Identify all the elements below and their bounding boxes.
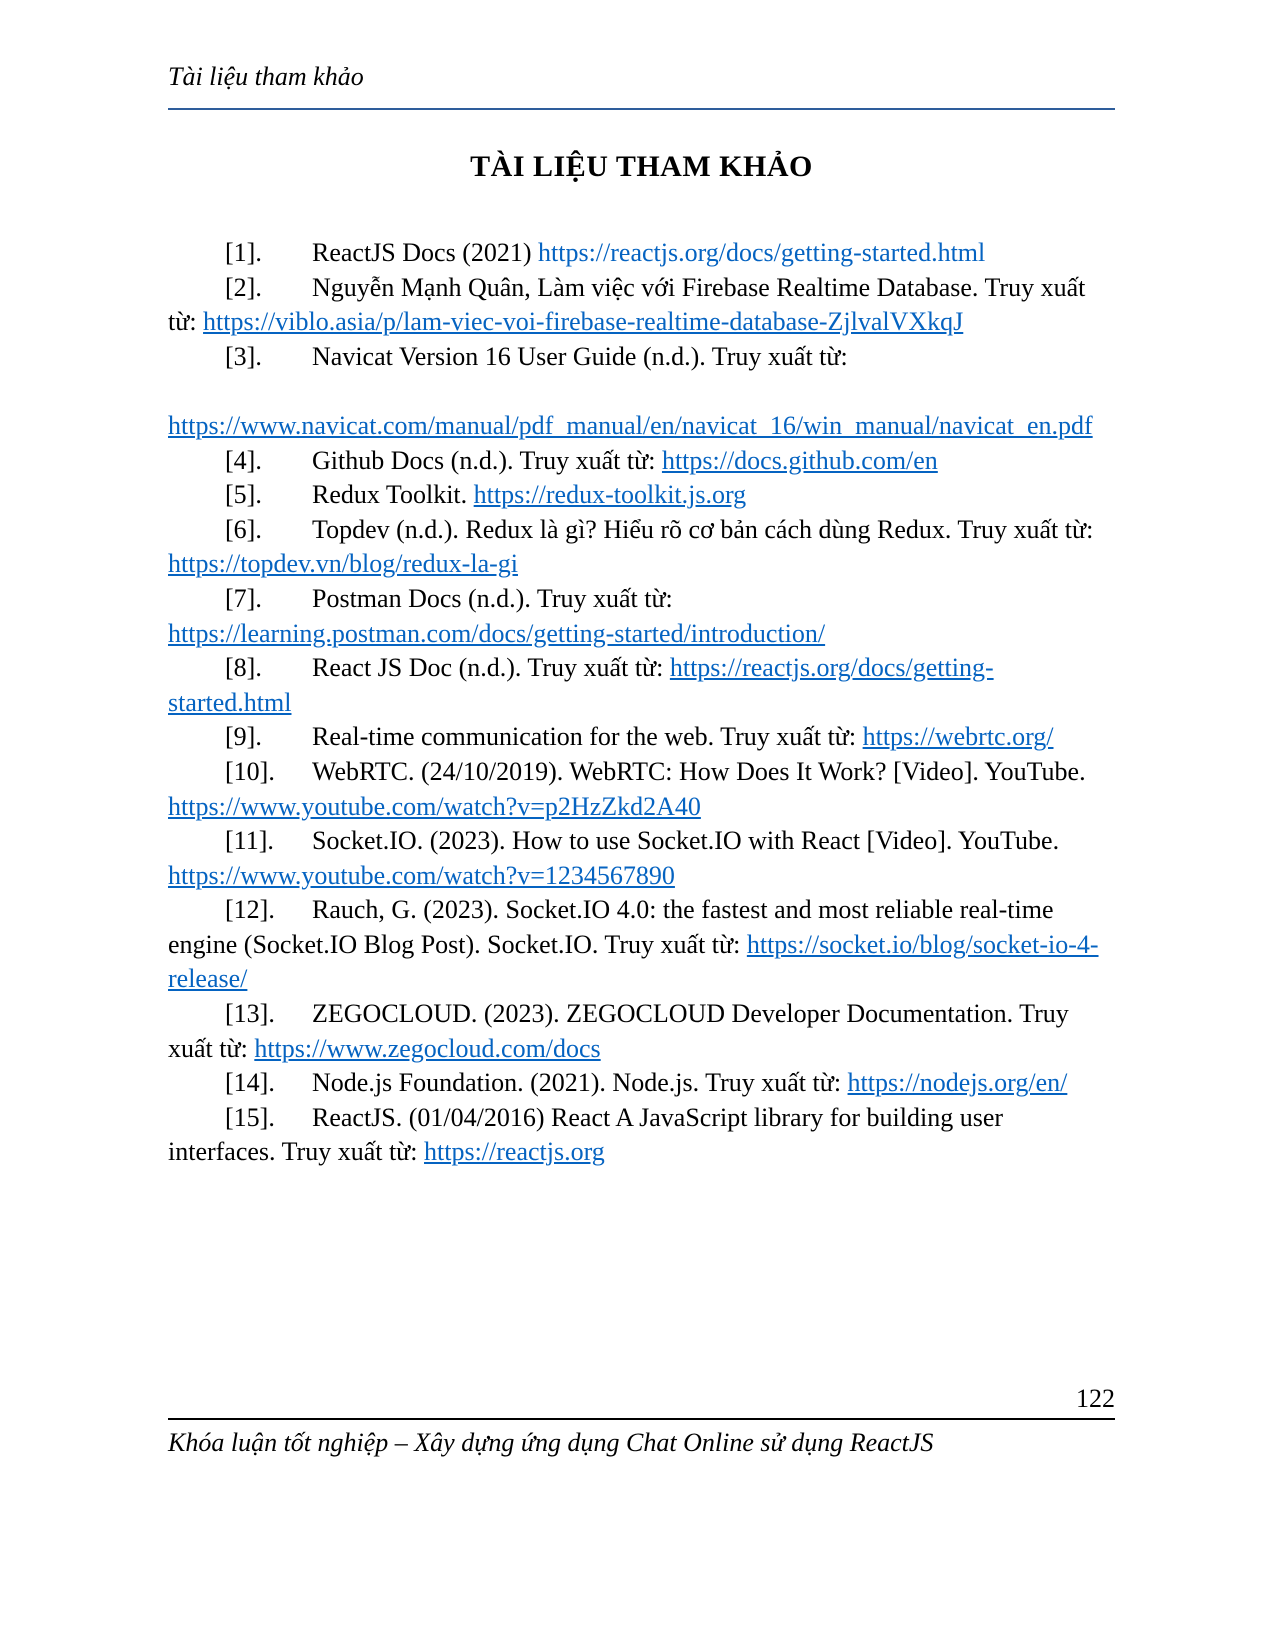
reference-item (168, 893, 1115, 997)
reference-link[interactable]: https://www.navicat.com/manual/pdf_manual/en/navicat_16/win_manual/navicat_en.pdf (168, 410, 1093, 440)
reference-item (168, 997, 1115, 1066)
page-title: TÀI LIỆU THAM KHẢO (470, 150, 813, 183)
reference-text: WebRTC. (24/10/2019). WebRTC: How Does It Work? [Video]. YouTube. (312, 756, 1086, 786)
running-header-text: Tài liệu tham khảo (168, 62, 364, 91)
reference-link[interactable]: https://www.zegocloud.com/docs (254, 1033, 601, 1063)
reference-link[interactable]: https://nodejs.org/en/ (847, 1068, 1068, 1098)
reference-text: React JS Doc (n.d.). Truy xuất từ: (312, 653, 670, 683)
reference-link[interactable]: https://reactjs.org/docs/getting-started.html (168, 653, 994, 717)
reference-number: [8]. (225, 653, 262, 683)
reference-link[interactable]: https://reactjs.org (424, 1137, 605, 1167)
reference-number: [3]. (225, 341, 262, 371)
footer-text: Khóa luận tốt nghiệp – Xây dựng ứng dụng Chat Online sử dụng ReactJS (168, 1428, 934, 1457)
reference-link[interactable]: https://webrtc.org/ (862, 722, 1054, 752)
reference-text: Postman Docs (n.d.). Truy xuất từ: (312, 583, 673, 613)
reference-number: [14]. (225, 1068, 275, 1098)
footer-divider (168, 1418, 1115, 1420)
reference-item (168, 824, 1115, 893)
reference-number: [15]. (225, 1102, 275, 1132)
page-content (168, 0, 1115, 1170)
reference-text: Nguyễn Mạnh Quân, Làm việc với Firebase Realtime Database. Truy xuất từ: (168, 272, 1086, 337)
reference-number: [5]. (225, 480, 262, 510)
page-number: 122 (1076, 1384, 1115, 1413)
reference-link[interactable]: https://topdev.vn/blog/redux-la-gi (168, 549, 518, 579)
reference-item (168, 236, 1115, 271)
reference-text: Node.js Foundation. (2021). Node.js. Truy xuất từ: (312, 1068, 848, 1098)
reference-item (168, 271, 1115, 340)
reference-text: Navicat Version 16 User Guide (n.d.). Truy xuất từ: (312, 341, 848, 371)
reference-text: ReactJS. (01/04/2016) React A JavaScript library for building user interfaces. Truy xuất từ: (168, 1102, 1004, 1167)
reference-number: [11]. (225, 826, 274, 856)
reference-text: Redux Toolkit. (312, 480, 474, 510)
reference-number: [4]. (225, 445, 262, 475)
header-divider (168, 108, 1115, 110)
reference-link[interactable]: https://reactjs.org/docs/getting-started.html (538, 238, 986, 267)
reference-link[interactable]: https://viblo.asia/p/lam-viec-voi-firebase-realtime-database-ZjlvalVXkqJ (203, 307, 964, 337)
reference-number: [13]. (225, 999, 275, 1029)
reference-number: [10]. (225, 756, 275, 786)
running-header (168, 60, 1115, 94)
reference-item (168, 444, 1115, 479)
reference-number: [2]. (225, 272, 262, 302)
page-footer (168, 1382, 1115, 1460)
reference-item (168, 651, 1115, 720)
reference-item (168, 582, 1115, 651)
reference-link[interactable]: https://redux-toolkit.js.org (473, 480, 747, 510)
reference-number: [9]. (225, 722, 262, 752)
reference-link[interactable]: https://www.youtube.com/watch?v=1234567890 (168, 860, 675, 890)
reference-number: [6]. (225, 514, 262, 544)
reference-item (168, 755, 1115, 824)
reference-list (168, 236, 1115, 1170)
reference-item (168, 1101, 1115, 1170)
reference-number: [1]. (225, 238, 262, 267)
reference-link[interactable]: https://docs.github.com/en (661, 445, 938, 475)
reference-text: Topdev (n.d.). Redux là gì? Hiểu rõ cơ bản cách dùng Redux. Truy xuất từ: (312, 514, 1094, 544)
reference-text: ZEGOCLOUD. (2023). ZEGOCLOUD Developer Documentation. Truy xuất từ: (168, 999, 1069, 1063)
reference-number: [7]. (225, 583, 262, 613)
reference-text: Real-time communication for the web. Truy xuất từ: (312, 722, 863, 752)
reference-item (168, 478, 1115, 513)
reference-item (168, 340, 1115, 444)
reference-text: Socket.IO. (2023). How to use Socket.IO with React [Video]. YouTube. (312, 826, 1060, 856)
reference-text: ReactJS Docs (2021) (312, 238, 539, 267)
reference-link[interactable]: https://socket.io/blog/socket-io-4-release/ (168, 929, 1099, 994)
reference-item (168, 720, 1115, 755)
reference-text: Github Docs (n.d.). Truy xuất từ: (312, 445, 662, 475)
reference-item (168, 1066, 1115, 1101)
reference-number: [12]. (225, 895, 275, 925)
reference-item (168, 513, 1115, 582)
reference-link[interactable]: https://www.youtube.com/watch?v=p2HzZkd2A40 (168, 791, 701, 821)
reference-link[interactable]: https://learning.postman.com/docs/getting-started/introduction/ (168, 618, 826, 648)
reference-text: Rauch, G. (2023). Socket.IO 4.0: the fastest and most reliable real-time engine (Socket.IO Blog Post). Socket.IO. Truy xuất từ: (168, 895, 1054, 959)
